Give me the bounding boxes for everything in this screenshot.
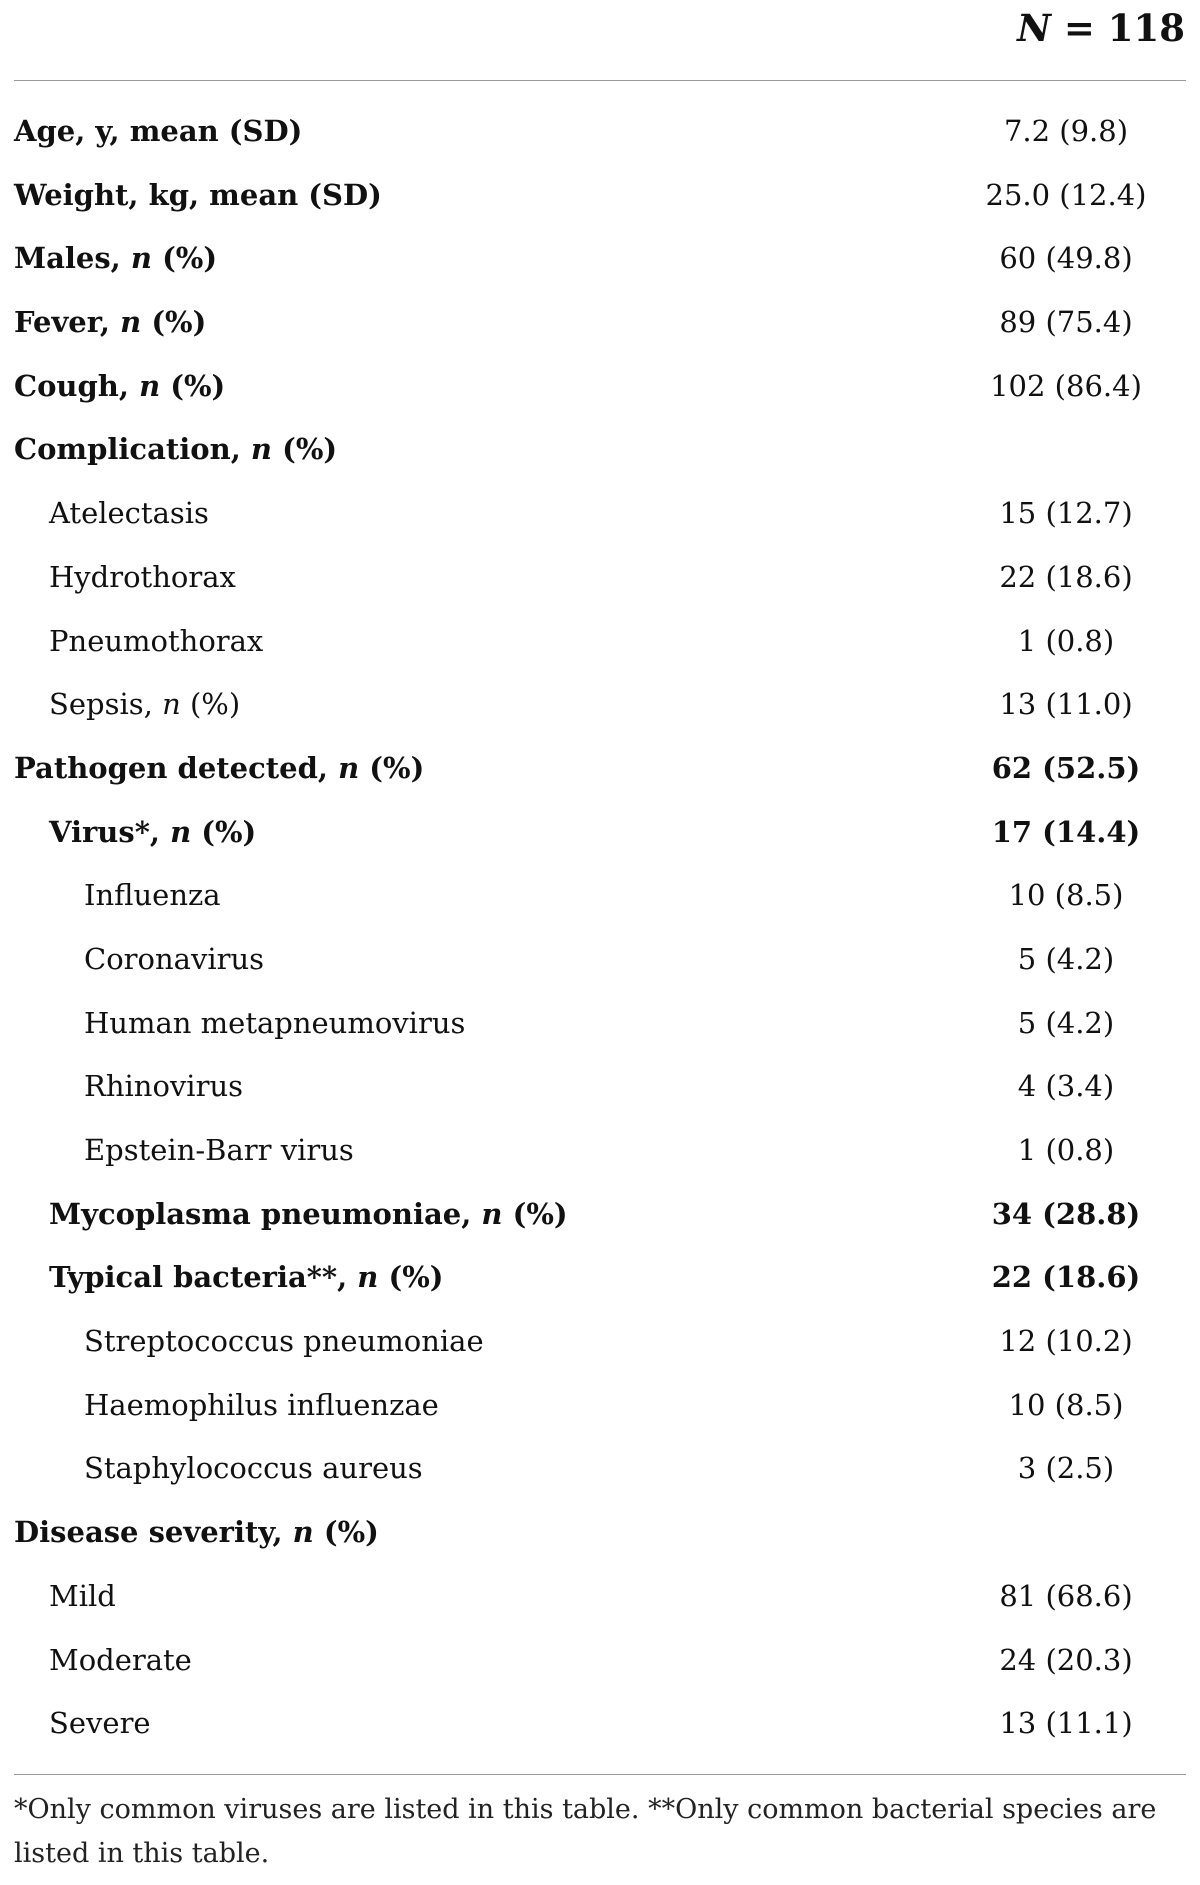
row-label [49, 496, 209, 530]
row-label [84, 1451, 423, 1485]
table-row [0, 299, 1200, 363]
row-label-text: Atelectasis [49, 496, 209, 531]
row-label-text: Age, y, mean (SD) [14, 114, 303, 148]
row-value: 3 (2.5) [1017, 1451, 1115, 1486]
row-label-unit: (%) [272, 432, 338, 467]
row-value: 15 (12.7) [999, 496, 1133, 531]
table-row [0, 936, 1200, 1000]
row-label [84, 1069, 243, 1103]
row-value: 17 (14.4) [991, 814, 1141, 849]
table-row [0, 235, 1200, 299]
table-row [0, 1254, 1200, 1318]
table-row [0, 618, 1200, 682]
row-label-n: n [170, 814, 192, 849]
row-label [49, 1260, 443, 1294]
row-value: 34 (28.8) [991, 1196, 1141, 1231]
table-body [0, 108, 1200, 1764]
row-label [84, 878, 221, 912]
row-value: 5 (4.2) [1017, 941, 1115, 976]
row-label-unit: (%) [313, 1515, 379, 1550]
row-value: 62 (52.5) [991, 750, 1141, 785]
row-label-unit: (%) [151, 241, 218, 276]
sample-size-value: = 118 [1051, 6, 1185, 50]
row-label-n: n [292, 1515, 314, 1550]
row-label-text: Virus*, [49, 814, 171, 849]
row-value: 22 (18.6) [999, 559, 1133, 594]
row-label [14, 305, 206, 339]
row-label-n: n [250, 432, 272, 467]
row-label-unit: (%) [180, 687, 241, 722]
row-label-text: Moderate [49, 1642, 192, 1677]
row-label-text: Males, [14, 241, 131, 276]
table-row [0, 809, 1200, 873]
top-rule [14, 80, 1186, 81]
table-row [0, 1637, 1200, 1701]
row-label [14, 241, 217, 275]
row-value: 24 (20.3) [999, 1642, 1133, 1677]
row-label [14, 1515, 379, 1549]
row-label-n: n [120, 305, 142, 340]
row-label-text: Influenza [84, 878, 221, 913]
row-label [49, 815, 256, 849]
row-label [49, 1579, 116, 1613]
row-label-unit: (%) [378, 1260, 444, 1295]
row-label-unit: (%) [160, 368, 226, 403]
table-row [0, 1700, 1200, 1764]
row-label-text: Complication, [14, 432, 251, 467]
row-label-text: Typical bacteria**, [49, 1260, 358, 1295]
table-row [0, 1509, 1200, 1573]
row-label-n: n [130, 241, 152, 276]
row-label-text: Mycoplasma pneumoniae, [49, 1196, 482, 1231]
table-row [0, 745, 1200, 809]
row-label-text: Human metapneumovirus [84, 1005, 466, 1040]
row-value: 22 (18.6) [991, 1260, 1141, 1295]
row-label-text: Sepsis, [49, 687, 163, 722]
row-label-text: Cough, [14, 368, 140, 403]
row-value: 13 (11.0) [999, 687, 1133, 722]
row-label [84, 1133, 354, 1167]
row-label [49, 560, 236, 594]
row-value: 1 (0.8) [1017, 1133, 1115, 1167]
row-value: 60 (49.8) [999, 241, 1133, 276]
row-label-n: n [481, 1196, 503, 1231]
row-label-text: Disease severity, [14, 1515, 293, 1550]
row-value: 13 (11.1) [999, 1706, 1133, 1741]
row-value: 1 (0.8) [1017, 623, 1115, 658]
table-row [0, 1382, 1200, 1446]
row-label-text: Staphylococcus aureus [84, 1451, 423, 1486]
table-row [0, 426, 1200, 490]
table-row [0, 1573, 1200, 1637]
row-label [84, 942, 264, 976]
table-row [0, 681, 1200, 745]
table-row [0, 1063, 1200, 1127]
sample-size-symbol: N [1017, 6, 1051, 50]
row-label-text: Pathogen detected, [14, 750, 339, 785]
table-row [0, 108, 1200, 172]
table-footnote: *Only common viruses are listed in this table. **Only common bacterial species are listed in this table. [14, 1794, 1157, 1869]
table-header [0, 0, 1200, 62]
row-label-text: Rhinovirus [84, 1069, 244, 1104]
row-label-text: Pneumothorax [49, 623, 264, 658]
row-label [14, 432, 337, 466]
row-label [84, 1388, 439, 1422]
row-label-n: n [162, 687, 181, 722]
row-value: 25.0 (12.4) [985, 177, 1147, 212]
table-row [0, 1445, 1200, 1509]
table-row [0, 172, 1200, 236]
table-row [0, 1318, 1200, 1382]
table-row [0, 554, 1200, 618]
row-label [14, 751, 424, 785]
row-label-unit: (%) [141, 305, 207, 340]
row-label-text: Epstein-Barr virus [84, 1133, 354, 1167]
row-value: 4 (3.4) [1017, 1069, 1115, 1104]
row-label-unit: (%) [502, 1196, 568, 1231]
row-value: 10 (8.5) [1008, 878, 1124, 913]
row-label-n: n [338, 750, 360, 785]
row-label [49, 1197, 568, 1231]
row-label [14, 369, 225, 403]
row-label-text: Severe [49, 1706, 151, 1741]
row-label-text: Fever, [14, 305, 121, 340]
row-label-unit: (%) [191, 814, 257, 849]
row-label [14, 114, 302, 148]
row-label-text: Mild [49, 1578, 116, 1613]
table-row [0, 363, 1200, 427]
row-label-text: Hydrothorax [49, 559, 236, 594]
row-label-n: n [357, 1260, 379, 1295]
row-label [84, 1006, 465, 1040]
row-value: 89 (75.4) [999, 305, 1133, 340]
row-label [49, 624, 263, 658]
row-label [14, 178, 382, 212]
row-label [84, 1324, 484, 1358]
row-label [49, 1706, 151, 1740]
table-row [0, 1191, 1200, 1255]
row-value: 102 (86.4) [990, 368, 1142, 403]
table-row [0, 872, 1200, 936]
row-label [49, 687, 240, 721]
row-label-unit: (%) [359, 750, 425, 785]
table-row [0, 490, 1200, 554]
bottom-rule [14, 1774, 1186, 1775]
row-label [49, 1643, 192, 1677]
row-label-text: Streptococcus pneumoniae [84, 1324, 484, 1359]
row-value: 81 (68.6) [999, 1578, 1133, 1613]
row-value: 7.2 (9.8) [1003, 114, 1129, 148]
row-value: 10 (8.5) [1008, 1387, 1124, 1422]
table-row [0, 1127, 1200, 1191]
table-row [0, 1000, 1200, 1064]
row-value: 12 (10.2) [999, 1324, 1133, 1359]
sample-size-header [1017, 6, 1185, 50]
row-label-text: Weight, kg, mean (SD) [14, 177, 382, 212]
row-label-n: n [139, 368, 161, 403]
row-label-text: Haemophilus influenzae [84, 1387, 439, 1422]
row-label-text: Coronavirus [84, 941, 265, 976]
row-value: 5 (4.2) [1017, 1005, 1115, 1040]
